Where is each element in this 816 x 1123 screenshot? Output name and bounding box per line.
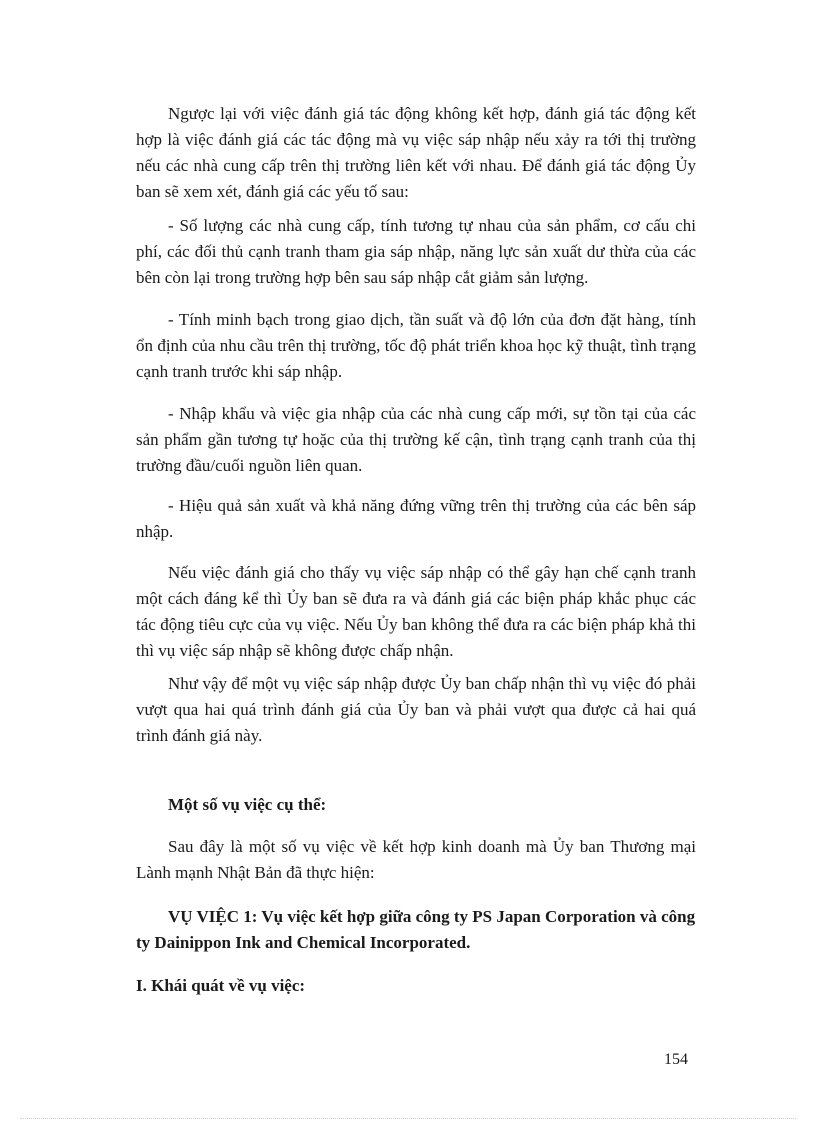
bullet-efficiency: - Hiệu quả sản xuất và khả năng đứng vững trên thị trường của các bên sáp nhập. <box>136 496 696 541</box>
paragraph-remedies: Nếu việc đánh giá cho thấy vụ việc sáp nhập có thể gây hạn chế cạnh tranh một cách đáng kể thì Ủy ban sẽ đưa ra và đánh giá các biện pháp khắc phục các tác động tiêu cực của vụ việc. Nếu Ủy ban không thể đưa ra các biện pháp khả thi thì vụ việc sáp nhập sẽ không được chấp nhận. <box>136 563 696 660</box>
paragraph-joint-effects: Ngược lại với việc đánh giá tác động không kết hợp, đánh giá tác động kết hợp là việc đánh giá các tác động mà vụ việc sáp nhập nếu xảy ra tới thị trường nếu các nhà cung cấp trên thị trường liên kết với nhau. Để đánh giá tác động Ủy ban sẽ xem xét, đánh giá các yếu tố sau: <box>136 104 696 201</box>
bullet-suppliers: - Số lượng các nhà cung cấp, tính tương tự nhau của sản phẩm, cơ cấu chi phí, các đối thủ cạnh tranh tham gia sáp nhập, năng lực sản xuất dư thừa của các bên còn lại trong trường hợp bên sau sáp nhập cắt giảm sản lượng. <box>136 216 696 287</box>
paragraph-cases-intro: Sau đây là một số vụ việc về kết hợp kinh doanh mà Ủy ban Thương mại Lành mạnh Nhật Bản đã thực hiện: <box>136 837 696 882</box>
heading-case-1: VỤ VIỆC 1: Vụ việc kết hợp giữa công ty PS Japan Corporation và công ty Dainippon Ink and Chemical Incorporated. <box>136 907 696 952</box>
bullet-imports: - Nhập khẩu và việc gia nhập của các nhà cung cấp mới, sự tồn tại của các sản phẩm gần tương tự hoặc của thị trường kế cận, tình trạng cạnh tranh của thị trường đầu/cuối nguồn liên quan. <box>136 404 696 475</box>
heading-case-overview: I. Khái quát về vụ việc: <box>136 976 306 995</box>
page-number: 154 <box>664 1051 688 1068</box>
page-bottom-divider <box>20 1118 796 1119</box>
heading-specific-cases: Một số vụ việc cụ thể: <box>168 795 327 814</box>
bullet-transparency: - Tính minh bạch trong giao dịch, tần suất và độ lớn của đơn đặt hàng, tính ổn định của nhu cầu trên thị trường, tốc độ phát triển khoa học kỹ thuật, tình trạng cạnh tranh trước khi sáp nhập. <box>136 310 696 381</box>
paragraph-conclusion: Như vậy để một vụ việc sáp nhập được Ủy ban chấp nhận thì vụ việc đó phải vượt qua hai quá trình đánh giá của Ủy ban và phải vượt qua được cả hai quá trình đánh giá này. <box>136 674 696 745</box>
